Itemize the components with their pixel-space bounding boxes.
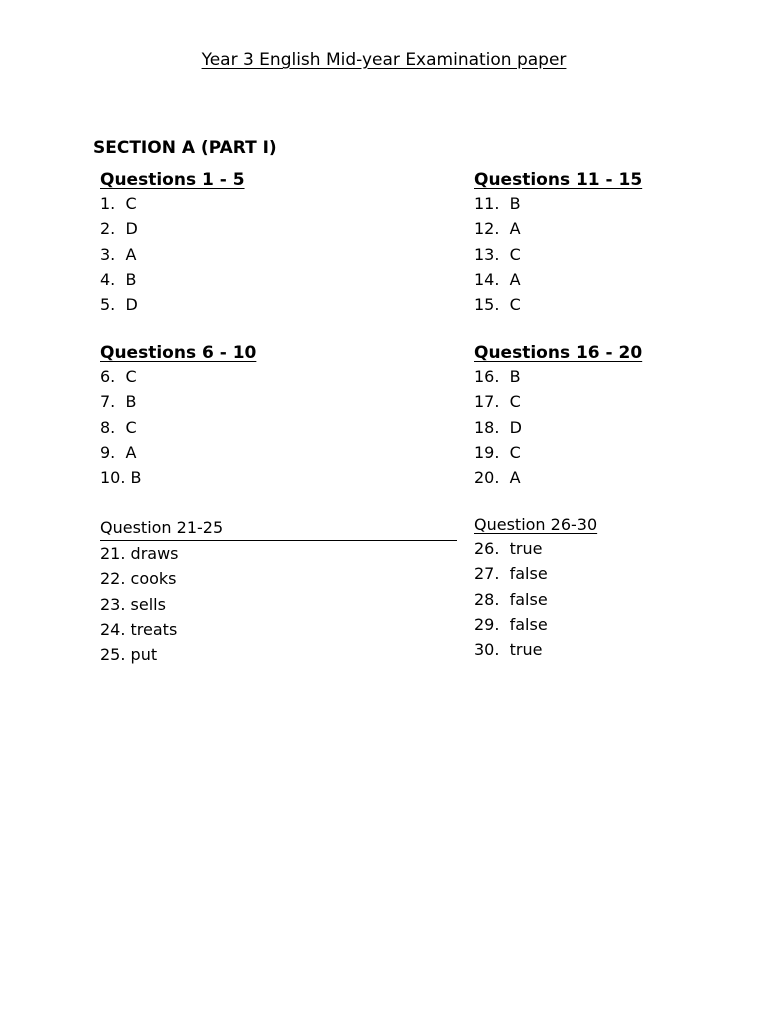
block-title-q21-25: Question 21-25: [100, 518, 457, 541]
section-heading: SECTION A (PART I): [93, 138, 277, 158]
answer-list-q26-30: [474, 536, 597, 662]
answer-item: 2. D: [100, 219, 138, 239]
answer-item: 12. A: [474, 219, 521, 239]
answer-item: 1. C: [100, 194, 137, 213]
block-title-q11-15: Questions 11 - 15: [474, 170, 643, 190]
answer-item: 17. C: [474, 392, 521, 412]
answer-item: 28. false: [474, 589, 548, 609]
answer-block-q6-10: [100, 342, 256, 490]
answer-item: 21. draws: [100, 544, 179, 563]
answer-block-q11-15: [474, 169, 642, 317]
answer-item: 30. true: [474, 640, 543, 660]
answer-item: 10. B: [100, 468, 142, 488]
answer-item: 20. A: [474, 468, 521, 488]
answer-list-q11-15: [474, 191, 642, 317]
answer-item: 25. put: [100, 645, 158, 665]
answer-item: 3. A: [100, 244, 137, 264]
answer-item: 26. true: [474, 539, 543, 558]
answer-list-q1-5: [100, 191, 245, 317]
answer-list-q16-20: [474, 364, 642, 490]
page-title: Year 3 English Mid-year Examination paper: [201, 50, 567, 70]
answer-item: 13. C: [474, 244, 521, 264]
answer-item: 29. false: [474, 614, 548, 634]
block-title-q6-10: Questions 6 - 10: [100, 343, 257, 363]
answer-item: 24. treats: [100, 619, 178, 639]
answer-item: 4. B: [100, 269, 137, 289]
answer-block-q16-20: [474, 342, 642, 490]
answer-item: 5. D: [100, 295, 138, 315]
answer-list-q6-10: [100, 364, 256, 490]
answer-item: 22. cooks: [100, 569, 177, 589]
answer-item: 18. D: [474, 417, 522, 437]
answer-item: 7. B: [100, 392, 137, 412]
answer-item: 14. A: [474, 269, 521, 289]
answer-item: 6. C: [100, 367, 137, 386]
block-title-q16-20: Questions 16 - 20: [474, 343, 643, 363]
answer-item: 23. sells: [100, 594, 166, 614]
block-title-q26-30: Question 26-30: [474, 515, 598, 534]
answer-list-q21-25: [100, 541, 457, 667]
answer-block-q26-30: [474, 514, 597, 662]
answer-block-q1-5: [100, 169, 245, 317]
answer-item: 15. C: [474, 295, 521, 315]
answer-item: 19. C: [474, 442, 521, 462]
answer-item: 16. B: [474, 367, 521, 386]
answer-block-q21-25: [100, 518, 457, 667]
answer-item: 11. B: [474, 194, 521, 213]
answer-item: 8. C: [100, 417, 137, 437]
block-title-q1-5: Questions 1 - 5: [100, 170, 245, 190]
answer-item: 9. A: [100, 442, 137, 462]
answer-item: 27. false: [474, 564, 548, 584]
